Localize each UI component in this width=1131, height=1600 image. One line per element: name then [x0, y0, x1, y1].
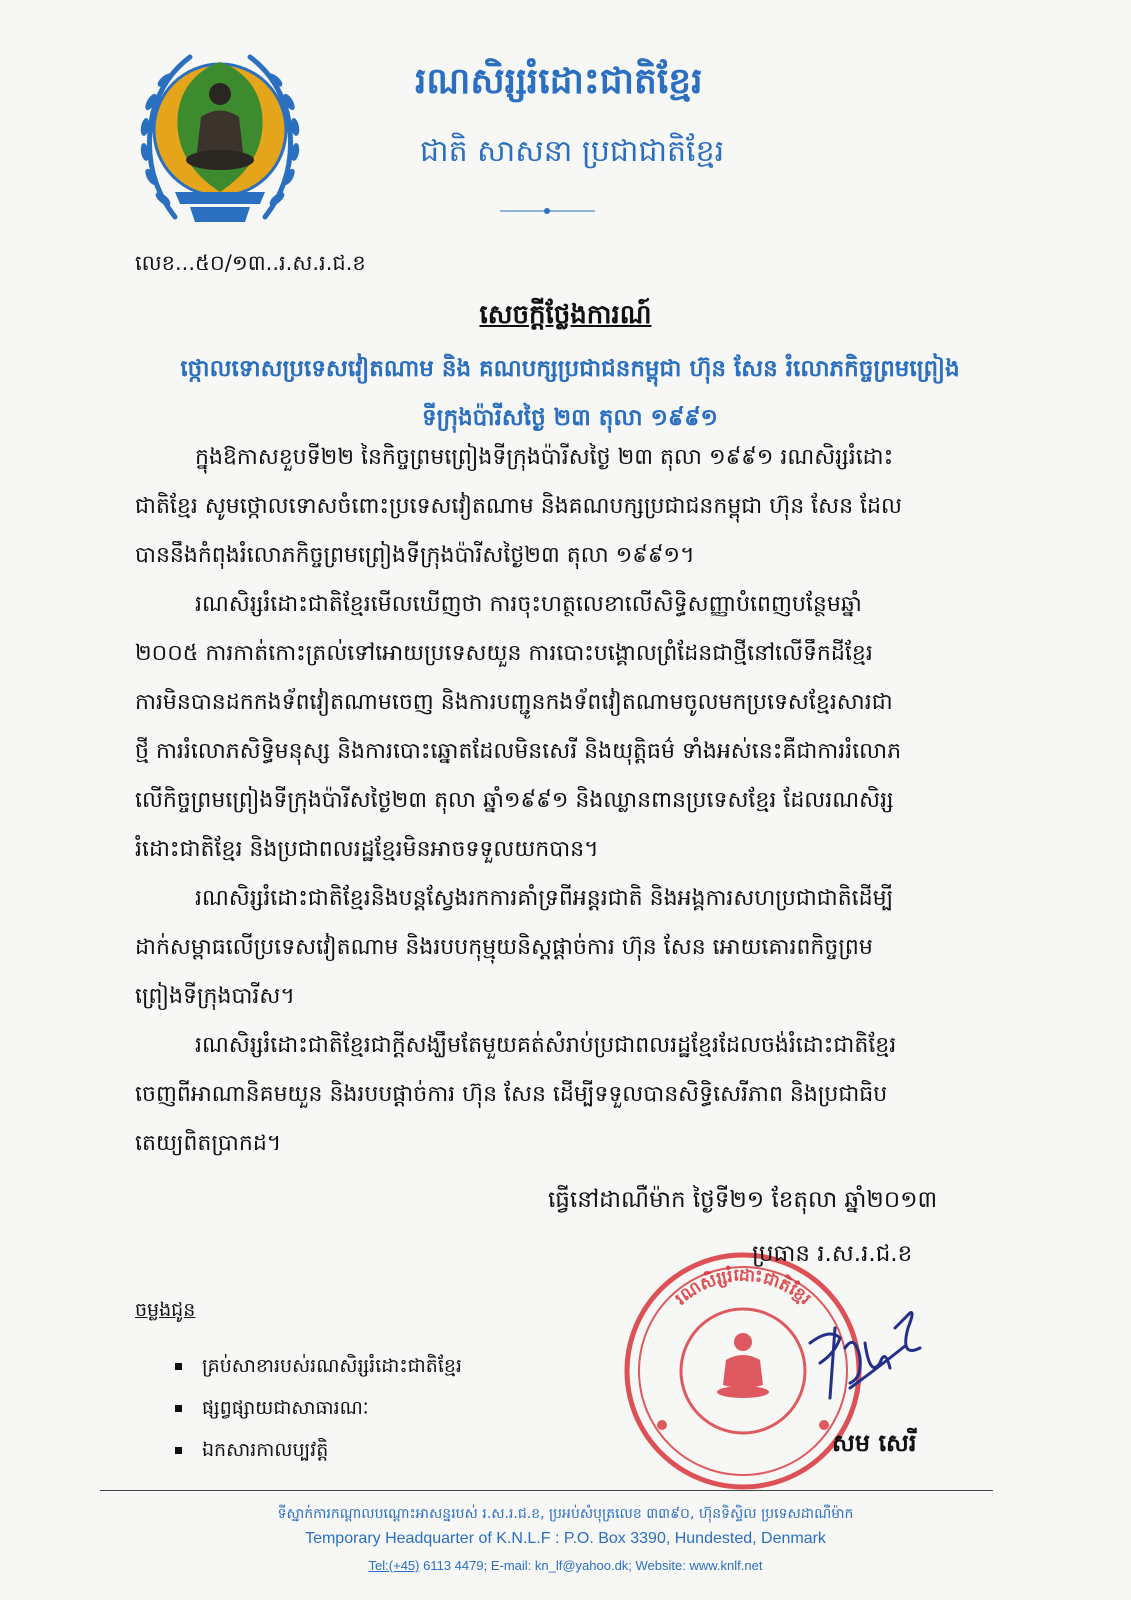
ornament-divider [500, 206, 595, 216]
body-line: ក្នុងឱកាសខួបទី២២ នៃកិច្ចព្រមព្រៀងទីក្រុងប៉ារីសថ្ងៃ ២៣ តុលា ១៩៩១ រណសិរ្សរំដោះ [195, 445, 894, 470]
organization-name: រណសិរ្សរំដោះជាតិខ្មែរ [415, 61, 703, 102]
bullet-icon [175, 1405, 182, 1412]
body-line: បាននឹងកំពុងរំលោភកិច្ចព្រមព្រៀងទីក្រុងប៉ារីសថ្ងៃ២៣ តុលា ១៩៩១។ [135, 543, 695, 568]
footer-address-khmer: ទីស្នាក់ការកណ្តាលបណ្តោះអាសន្នរបស់ រ.ស.រ.ជ.ខ, ប្រអប់សំបុត្រលេខ ៣៣៩០, ហ៊ុនទិស្ទិល ប្រទេសដាណឺម៉ាក [277, 1506, 854, 1522]
bullet-icon [175, 1447, 182, 1454]
body-line: ដាក់សម្ពាធលើប្រទេសវៀតណាម និងរបបកុម្មុយនិស្តផ្តាច់ការ ហ៊ុន សែន អោយគោរពកិច្ចព្រម [135, 935, 873, 960]
date-line: ធ្វើនៅដាណឺម៉ាក ថ្ងៃទី២១ ខែតុលា ឆ្នាំ២០១៣ [548, 1187, 938, 1213]
body-line: ការមិនបានដកកងទ័ពវៀតណាមចេញ និងការបញ្ជូនកងទ័ពវៀតណាមចូលមកប្រទេសខ្មែរសារជា [135, 690, 893, 715]
cc-item-label: ឯកសារកាលប្បវត្តិ [202, 1439, 329, 1461]
body-line: រណសិរ្សរំដោះជាតិខ្មែរមើលឃើញថា ការចុះហត្ថលេខាលើសិទ្ធិសញ្ញាបំពេញបន្ថែមឆ្នាំ [195, 592, 862, 617]
cc-item-label: ផ្សព្វផ្សាយជាសាធារណៈ [202, 1397, 369, 1419]
cc-list-item [175, 1354, 462, 1382]
reference-number: លេខ...៥០/១៣..រ.ស.រ.ជ.ខ [135, 251, 366, 275]
organization-motto: ជាតិ សាសនា ប្រជាជាតិខ្មែរ [420, 134, 725, 169]
body-line: ព្រៀងទីក្រុងបារីស។ [135, 984, 295, 1009]
signer-name: សម សេរី [832, 1429, 917, 1457]
svg-text:រណសិរ្សរំដោះជាតិខ្មែរ: រណសិរ្សរំដោះជាតិខ្មែរ [671, 1265, 815, 1310]
organization-logo [135, 42, 305, 232]
footer-contact [0, 1558, 1131, 1573]
handwritten-signature [800, 1288, 935, 1408]
cc-list-item [175, 1438, 328, 1466]
cc-heading: ចម្លងជូន [135, 1299, 196, 1321]
body-line: លើកិច្ចព្រមព្រៀងទីក្រុងប៉ារីសថ្ងៃ២៣ តុលា ឆ្នាំ១៩៩១ និងឈ្លានពានប្រទេសខ្មែរ ដែលរណសិរ្ស [135, 788, 894, 813]
body-line: រណសិរ្សរំដោះជាតិខ្មែរជាក្តីសង្ឃឹមតែមួយគត់សំរាប់ប្រជាពលរដ្ឋខ្មែរដែលចង់រំដោះជាតិខ្មែរ [195, 1033, 897, 1058]
body-line: ២០០៥ ការកាត់កោះត្រល់ទៅអោយប្រទេសយួន ការបោះបង្គោលព្រំដែនជាថ្មីនៅលើទឹកដីខ្មែរ [135, 641, 873, 666]
document-subtitle-line: ទីក្រុងប៉ារីសថ្ងៃ ២៣ តុលា ១៩៩១ [422, 405, 718, 431]
document-title: សេចក្តីថ្លែងការណ៍ [479, 300, 652, 330]
footer-tel-label: Tel:(+45) [368, 1558, 420, 1573]
footer-address-english: Temporary Headquarter of K.N.L.F : P.O. Box 3390, Hundested, Denmark [305, 1530, 826, 1547]
footer-contact-details: 6113 4479; E-mail: kn_lf@yahoo.dk; Website: www.knlf.net [419, 1558, 763, 1573]
body-line: ជាតិខ្មែរ សូមថ្កោលទោសចំពោះប្រទេសវៀតណាម និងគណបក្សប្រជាជនកម្ពុជា ហ៊ុន សែន ដែល [135, 494, 902, 519]
cc-list-item [175, 1396, 369, 1424]
body-line: ថ្មី ការរំលោភសិទ្ធិមនុស្ស និងការបោះឆ្នោតដែលមិនសេរី និងយុត្តិធម៌ ទាំងអស់នេះគឺជាការរំលោភ [135, 739, 902, 764]
body-line: ចេញពីអាណានិគមយួន និងរបបផ្តាច់ការ ហ៊ុន សែន ដើម្បីទទួលបានសិទ្ធិសេរីភាព និងប្រជាធិប [135, 1082, 888, 1107]
document-subtitle-line: ថ្កោលទោសប្រទេសវៀតណាម និង គណបក្សប្រជាជនកម្ពុជា ហ៊ុន សែន រំលោភកិច្ចព្រមព្រៀង [180, 356, 960, 382]
body-line: តេយ្យពិតប្រាកដ។ [135, 1131, 282, 1156]
chairman-title: ប្រធាន រ.ស.រ.ជ.ខ [752, 1241, 913, 1267]
bullet-icon [175, 1363, 182, 1370]
body-line: រណសិរ្សរំដោះជាតិខ្មែរនិងបន្តស្វែងរកការគាំទ្រពីអន្តរជាតិ និងអង្គការសហប្រជាជាតិដើម្បី [195, 886, 894, 911]
cc-item-label: គ្រប់សាខារបស់រណសិរ្សរំដោះជាតិខ្មែរ [202, 1355, 462, 1377]
body-line: រំដោះជាតិខ្មែរ និងប្រជាពលរដ្ឋខ្មែរមិនអាចទទួលយកបាន។ [135, 837, 599, 862]
footer-divider [100, 1490, 993, 1491]
